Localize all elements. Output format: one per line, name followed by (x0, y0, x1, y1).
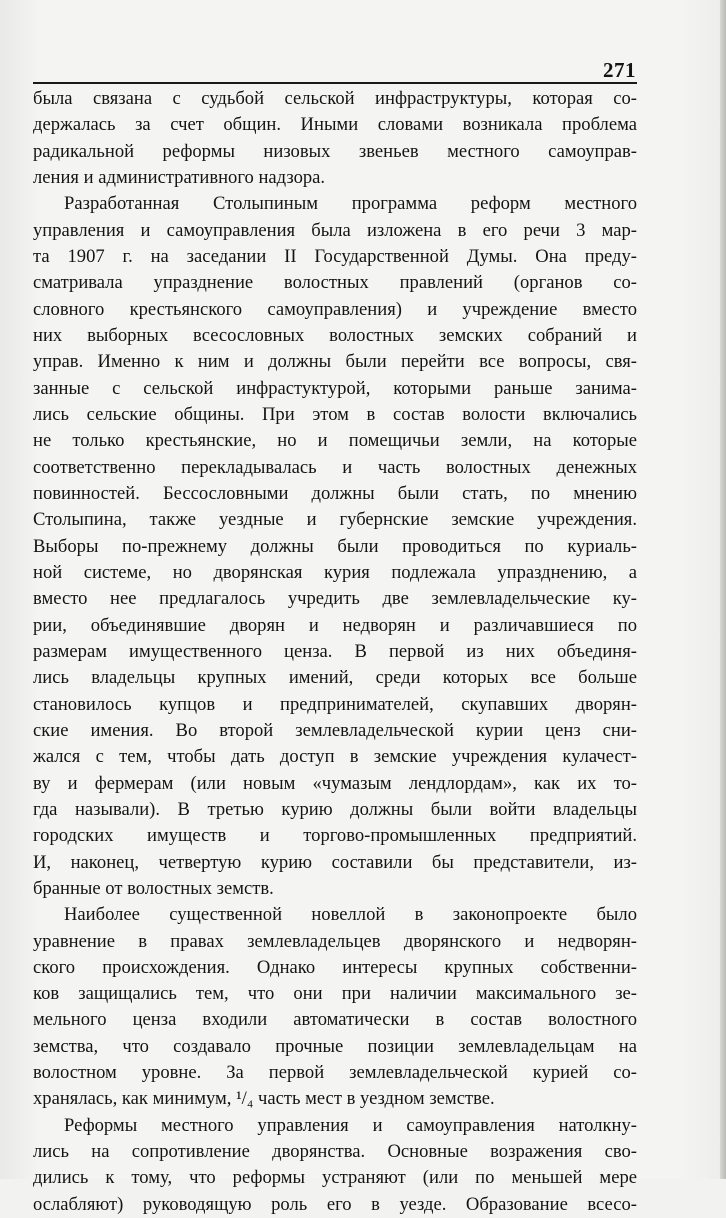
text-line: И, наконец, четвертую курию составили бы представители, из- (33, 851, 637, 873)
text-line: Разработанная Столыпиным программа реформ местного (64, 193, 637, 215)
text-line: лись владельцы крупных имений, среди которых все больше (33, 667, 637, 689)
text-line: мельного ценза входили автоматически в состав волостного (33, 1009, 637, 1031)
text-line: ского происхождения. Однако интересы крупных собственни- (33, 956, 637, 978)
text-line: держалась за счет общин. Иными словами возникала проблема (33, 114, 637, 136)
text-line: ослабляют) руководящую роль его в уезде. Образование всесо- (33, 1193, 637, 1215)
text-line: не только крестьянские, но и помещичьи земли, на которые (33, 430, 637, 452)
text-line: Столыпина, также уездные и губернские земские учреждения. (33, 509, 637, 531)
text-line: управ. Именно к ним и должны были перейти все вопросы, свя- (33, 351, 637, 373)
text-line: ления и административного надзора. (33, 166, 326, 188)
text-line: размерам имущественного ценза. В первой из них объединя- (33, 640, 637, 662)
text-line: повинностей. Бессословными должны были стать, по мнению (33, 482, 637, 504)
text-line: становилось купцов и предпринимателей, скупавших дворян- (33, 693, 637, 715)
text-line: хранялась, как минимум, ¹/₄ часть мест в уездном земстве. (33, 1088, 495, 1110)
text-line: лись на сопротивление дворянства. Основные возражения сво- (33, 1141, 637, 1163)
text-line: управления и самоуправления была изложена в его речи 3 мар- (33, 219, 637, 241)
text-line: рии, объединявшие дворян и недворян и различавшиеся по (33, 614, 637, 636)
text-line: жался с тем, чтобы дать доступ в земские учреждения кулачест- (33, 746, 637, 768)
text-line: гда называли). В третью курию должны были войти владельцы (33, 798, 637, 820)
text-line: дились к тому, что реформы устраняют (или по меньшей мере (33, 1167, 637, 1189)
text-line: ву и фермерам (или новым «чумазым лендлордам», как их то- (33, 772, 637, 794)
text-line: Выборы по-прежнему должны были проводиться по куриаль- (33, 535, 637, 557)
text-line: радикальной реформы низовых звеньев местного самоуправ- (33, 140, 637, 162)
text-line: соответственно перекладывалась и часть волостных денежных (33, 456, 637, 478)
text-line: ной системе, но дворянская курия подлежала упразднению, а (33, 561, 637, 583)
text-line: вместо нее предлагалось учредить две землевладельческие ку- (33, 588, 637, 610)
text-line: сматривала упразднение волостных правлений (органов со- (33, 272, 637, 294)
body-text (33, 86, 637, 1218)
text-line: была связана с судьбой сельской инфраструктуры, которая со- (33, 88, 637, 109)
text-line: бранные от волостных земств. (33, 877, 274, 899)
header-rule (33, 82, 637, 84)
text-line: волостном уровне. За первой землевладельческой курией со- (33, 1062, 637, 1084)
text-line: ские имения. Во второй землевладельческой курии ценз сни- (33, 719, 637, 741)
text-line: уравнение в правах землевладельцев дворянского и недворян- (33, 930, 637, 952)
text-line: земства, что создавало прочные позиции землевладельцам на (33, 1035, 637, 1057)
text-line: них выборных всесословных волостных земских собраний и (33, 324, 637, 346)
text-line: ков защищались тем, что они при наличии максимального зе- (33, 983, 637, 1005)
page-number: 271 (603, 58, 636, 82)
text-line: словного крестьянского самоуправления) и учреждение вместо (33, 298, 637, 320)
text-line: Наиболее существенной новеллой в законопроекте было (64, 904, 637, 926)
text-line: Реформы местного управления и самоуправления натолкну- (64, 1114, 637, 1136)
text-line: городских имуществ и торгово-промышленных предприятий. (33, 825, 637, 847)
text-line: та 1907 г. на заседании II Государственной Думы. Она преду- (33, 245, 637, 267)
text-line: занные с сельской инфрастуктурой, которыми раньше занима- (33, 377, 637, 399)
text-line: лись сельские общины. При этом в состав волости включались (33, 403, 637, 425)
page-edge-shadow (720, 0, 726, 1179)
